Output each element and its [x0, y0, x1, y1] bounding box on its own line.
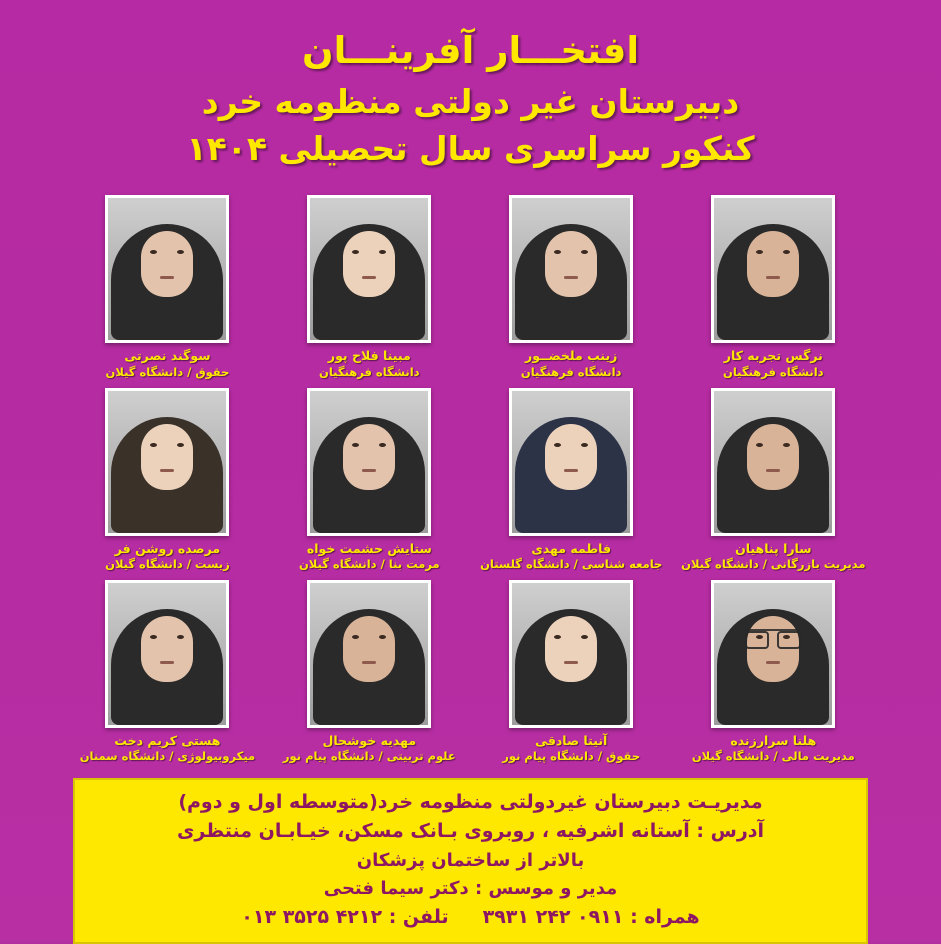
contact-footer — [73, 778, 868, 944]
student-photo — [509, 195, 633, 343]
footer-telephone-value: ۴۲۱۲ ۳۵۲۵ ۰۱۳ — [241, 905, 383, 928]
student-photo — [307, 388, 431, 536]
student-name: هستی کریم دخت — [114, 732, 221, 748]
student-name: مرصده روشن فر — [114, 540, 221, 556]
student-photo — [711, 195, 835, 343]
student-name: مبینا فلاح پور — [327, 348, 411, 364]
student-major: مرمت بنا / دانشگاه گیلان — [298, 556, 440, 571]
student-cell — [277, 195, 461, 379]
student-name: سارا پناهیان — [735, 540, 812, 556]
student-photo — [105, 580, 229, 728]
footer-address-line: آدرس : آستانه اشرفیه ، روبروی بـانک مسکن، خیـابـان منتظری — [176, 820, 765, 843]
student-major: علوم تربیتی / دانشگاه پیام نور — [282, 748, 456, 763]
student-cell — [277, 388, 461, 572]
student-name: ستایش حشمت خواه — [306, 540, 432, 556]
footer-mobile — [483, 903, 700, 932]
student-cell — [479, 580, 663, 764]
student-cell — [277, 580, 461, 764]
footer-telephone — [241, 903, 448, 932]
glasses-icon — [745, 629, 801, 647]
student-name: نرگس تجربه کار — [723, 348, 823, 364]
student-photo — [509, 388, 633, 536]
footer-telephone-label: تلفن : — [388, 905, 449, 928]
poster-header — [0, 0, 941, 173]
student-major: دانشگاه فرهنگیان — [520, 364, 622, 379]
footer-phones — [85, 903, 856, 932]
student-cell — [479, 388, 663, 572]
student-cell — [76, 388, 260, 572]
student-cell — [681, 195, 865, 379]
student-photo — [711, 580, 835, 728]
student-major: میکروبیولوژی / دانشگاه سمنان — [79, 748, 256, 763]
student-photo — [307, 195, 431, 343]
student-major: دانشگاه فرهنگیان — [723, 364, 824, 379]
student-photo — [105, 388, 229, 536]
students-grid — [76, 195, 866, 764]
student-major: دانشگاه فرهنگیان — [319, 364, 420, 379]
student-major: حقوق / دانشگاه گیلان — [105, 364, 230, 379]
student-cell — [681, 388, 865, 572]
student-cell — [76, 580, 260, 764]
student-major: حقوق / دانشگاه پیام نور — [502, 748, 641, 763]
student-name: آنیتا صادقی — [535, 732, 608, 748]
footer-mobile-value: ۰۹۱۱ ۲۴۲ ۳۹۳۱ — [482, 905, 624, 928]
student-name: فاطمه مهدی — [531, 540, 612, 556]
student-name: مهدیه خوشحال — [322, 732, 417, 748]
student-major: مدیریت مالی / دانشگاه گیلان — [691, 748, 855, 763]
student-name: سوگند نصرتی — [124, 348, 211, 364]
student-major: مدیریت بازرگانی / دانشگاه گیلان — [681, 556, 866, 571]
student-photo — [711, 388, 835, 536]
header-line-2: دبیرستان غیر دولتی منظومه خرد — [201, 81, 740, 121]
student-cell — [479, 195, 663, 379]
student-cell — [76, 195, 260, 379]
footer-mobile-label: همراه : — [630, 905, 700, 928]
header-line-1: افتخـــار آفرینـــان — [301, 29, 640, 72]
student-photo — [105, 195, 229, 343]
footer-school-line: مدیریـت دبیرستان غیردولتی منظومه خرد(متوسطه اول و دوم) — [178, 790, 763, 813]
footer-manager-line: مدیر و موسس : دکتر سیما فتحی — [323, 877, 618, 899]
student-photo — [509, 580, 633, 728]
student-cell — [681, 580, 865, 764]
header-line-3: کنکور سراسری سال تحصیلی ۱۴۰۴ — [186, 129, 755, 169]
student-name: هلنا سرارزنده — [730, 732, 817, 748]
student-name: زینب ملخضــور — [525, 348, 618, 364]
footer-address-line-2: بالاتر از ساختمان پزشکان — [356, 849, 585, 871]
student-photo — [307, 580, 431, 728]
student-major: زیست / دانشگاه گیلان — [105, 556, 230, 571]
student-major: جامعه شناسی / دانشگاه گلستان — [480, 556, 663, 571]
